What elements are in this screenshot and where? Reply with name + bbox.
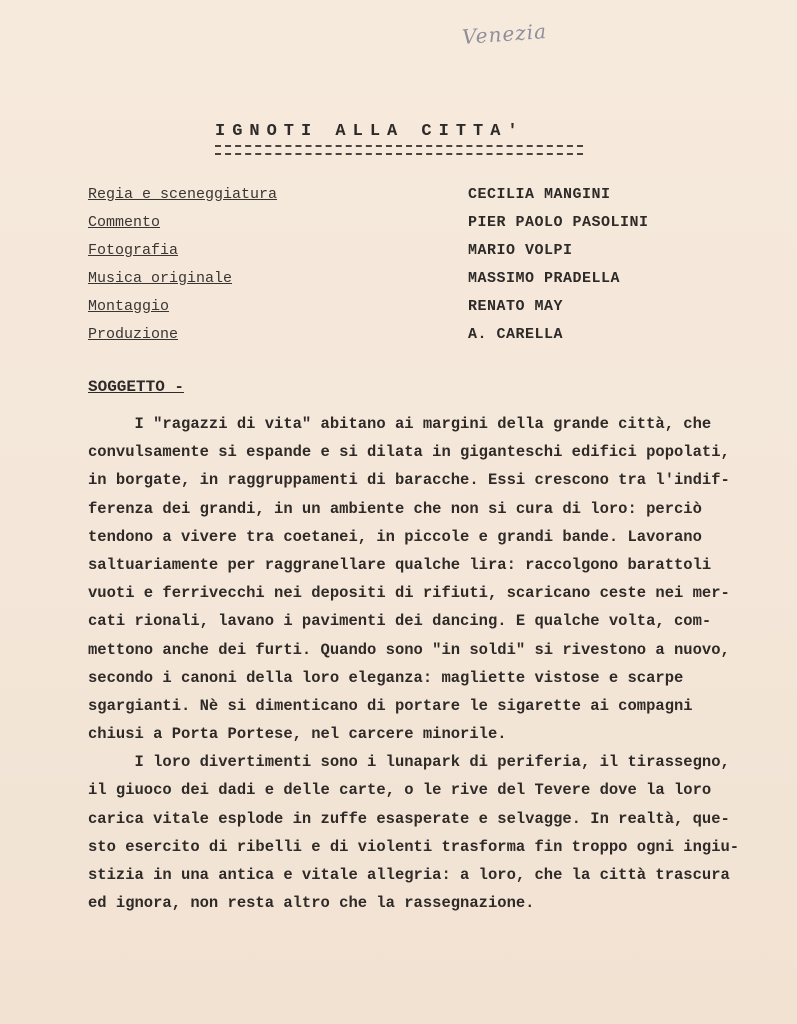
text-line: ferenza dei grandi, in un ambiente che non si cura di loro: perciò — [88, 499, 702, 518]
credit-row — [88, 298, 728, 326]
credit-row — [88, 214, 728, 242]
credit-role: Montaggio — [88, 298, 170, 315]
credit-name: A. CARELLA — [468, 326, 564, 343]
credit-role: Musica originale — [88, 270, 233, 287]
text-line: stizia in una antica e vitale allegria: a loro, che la città trascura — [88, 866, 730, 884]
credit-name: MASSIMO PRADELLA — [468, 270, 621, 287]
title-block — [215, 122, 595, 155]
credit-row — [88, 326, 728, 354]
text-line: sto esercito di ribelli e di violenti trasforma fin troppo ogni ingiu- — [88, 837, 740, 856]
credits-list — [88, 186, 728, 354]
credit-name: MARIO VOLPI — [468, 242, 573, 259]
text-line: I "ragazzi di vita" abitano ai margini della grande città, che — [88, 415, 712, 433]
text-line: secondo i canoni della loro eleganza: magliette vistose e scarpe — [88, 668, 684, 687]
text-line: chiusi a Porta Portese, nel carcere minorile. — [88, 725, 507, 744]
credit-row — [88, 270, 728, 298]
credit-row — [88, 186, 728, 214]
text-line: vuoti e ferrivecchi nei depositi di rifiuti, scaricano ceste nei mer- — [88, 584, 730, 603]
document-title: IGNOTI ALLA CITTA' — [215, 122, 525, 141]
credit-name: RENATO MAY — [468, 298, 564, 315]
text-line: convulsamente si espande e si dilata in giganteschi edifici popolati, — [88, 443, 730, 462]
credit-name: PIER PAOLO PASOLINI — [468, 214, 649, 231]
handwritten-annotation: Venezia — [461, 19, 548, 49]
text-line: I loro divertimenti sono i lunapark di periferia, il tirassegno, — [88, 753, 730, 772]
credit-role: Commento — [88, 214, 161, 231]
text-line: il giuoco dei dadi e delle carte, o le rive del Tevere dove la loro — [88, 781, 712, 800]
credit-role: Fotografia — [88, 242, 179, 259]
text-line: mettono anche dei furti. Quando sono "in soldi" si rivestono a nuovo, — [88, 640, 730, 659]
text-line: tendono a vivere tra coetanei, in piccole e grandi bande. Lavorano — [88, 527, 702, 546]
text-line: cati rionali, lavano i pavimenti dei dancing. E qualche volta, com- — [88, 612, 712, 631]
text-line: sgargianti. Nè si dimenticano di portare le sigarette ai compagni — [88, 696, 693, 715]
text-line: ed ignora, non resta altro che la rassegnazione. — [88, 894, 535, 913]
credit-name: CECILIA MANGINI — [468, 186, 611, 203]
section-heading: SOGGETTO - — [88, 378, 185, 396]
text-line: carica vitale esplode in zuffe esasperate e selvagge. In realtà, que- — [88, 809, 730, 828]
credit-role: Produzione — [88, 326, 179, 343]
title-double-underline — [215, 145, 583, 155]
text-line: saltuariamente per raggranellare qualche lira: raccolgono barattoli — [88, 555, 712, 574]
text-line: in borgate, in raggruppamenti di baracche. Essi crescono tra l'indif- — [88, 471, 730, 490]
synopsis-body — [88, 410, 788, 917]
credit-row — [88, 242, 728, 270]
credit-role: Regia e sceneggiatura — [88, 186, 278, 203]
